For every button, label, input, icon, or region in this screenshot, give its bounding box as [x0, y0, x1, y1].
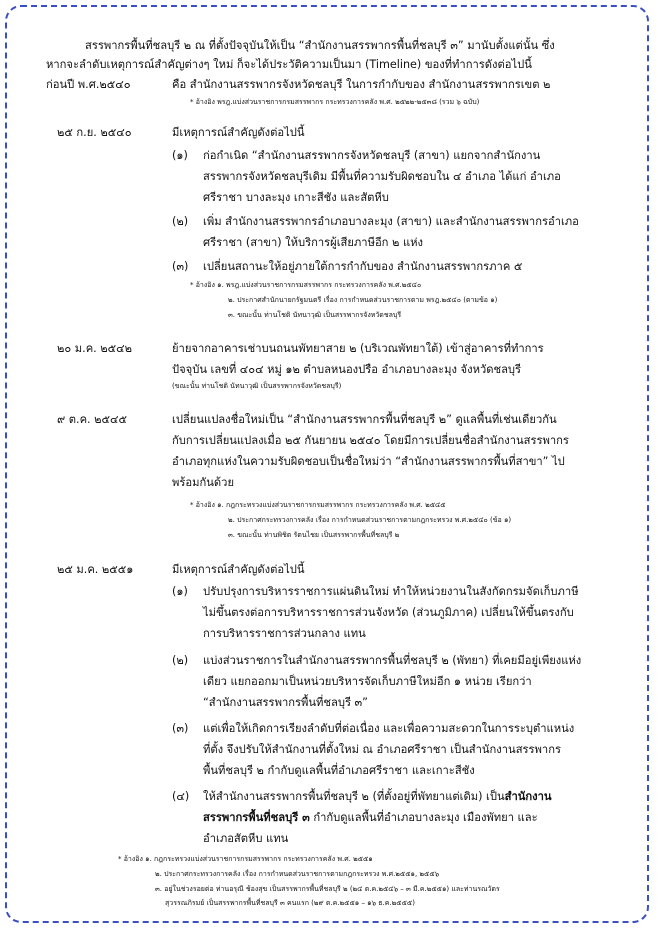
- item-text: ที่ตั้ง จึงปรับให้สำนักงานที่ตั้งใหม่ ณ อำเภอศรีราชา เป็นสำนักงานสรรพากร: [203, 743, 561, 756]
- item-number: (๒): [172, 654, 189, 667]
- reference-note: ๒. ประกาศกระทรวงการคลัง เรื่อง การกำหนดส่วนราชการตามกฎกระทรวง พ.ศ.๒๕๔๐ (ข้อ ๑): [228, 516, 512, 524]
- timeline-date: ๒๕ ก.ย. ๒๕๔๐: [57, 126, 132, 139]
- reference-note: * อ้างอิง ๑. พรฎ.แบ่งส่วนราชการกรมสรรพากร กระทรวงการคลัง พ.ศ.๒๕๔๐: [190, 281, 422, 289]
- timeline-date: ก่อนปี พ.ศ.๒๕๔๐: [46, 78, 131, 91]
- reference-note: ๓. ขณะนั้น ท่านพิชิต รัตนไชย เป็นสรรพากรพื้นที่ชลบุรี ๒: [228, 531, 400, 539]
- reference-note: ๓. อยู่ในช่วงรอยต่อ ท่านอรุณี ช้องสุข เป็นสรรพากรพื้นที่ชลบุรี ๒ (๒๔ ต.ค.๒๕๔๖ – ๓ มี.ค.๒๕๕๑) และท่านรณวัตร: [155, 885, 500, 893]
- item-text: [203, 811, 538, 825]
- item-number: (๓): [172, 722, 189, 735]
- item-text: ก่อกำเนิด “สำนักงานสรรพากรจังหวัดชลบุรี (สาขา) แยกจากสำนักงาน: [203, 149, 541, 162]
- reference-note: ๒. ประกาศสำนักนายกรัฐมนตรี เรื่อง การกำหนดส่วนราชการตาม พรฎ.๒๕๔๐ (ตามข้อ ๑): [228, 296, 498, 304]
- timeline-text: ปัจจุบัน เลขที่ ๔๐๔ หมู่ ๑๒ ตำบลหนองปรือ อำเภอบางละมุง จังหวัดชลบุรี: [172, 363, 522, 376]
- timeline-text: เปลี่ยนแปลงชื่อใหม่เป็น “สำนักงานสรรพากรพื้นที่ชลบุรี ๒” ดูแลพื้นที่เช่นเดียวกัน: [172, 413, 557, 426]
- timeline-text: กับการเปลี่ยนแปลงเมื่อ ๒๕ กันยายน ๒๕๔๐ โดยมีการเปลี่ยนชื่อสำนักงานสรรพากร: [172, 434, 569, 447]
- item-text-bold: สรรพากรพื้นที่ชลบุรี ๓: [203, 811, 310, 824]
- item-text-plain: ให้สำนักงานสรรพากรพื้นที่ชลบุรี ๒ (ที่ตั้งอยู่ที่พัทยาแต่เดิม) เป็น: [203, 790, 505, 803]
- item-text: ไม่ขึ้นตรงต่อการบริหารราชการส่วนจังหวัด (ส่วนภูมิภาค) เปลี่ยนให้ขึ้นตรงกับ: [203, 606, 574, 619]
- item-text: ศรีราชา บางละมุง เกาะสีชัง และสัตหีบ: [203, 191, 389, 204]
- reference-note: * อ้างอิง พรฎ.แบ่งส่วนราชการกรมสรรพากร กระทรวงการคลัง พ.ศ. ๒๕๒๒-๒๕๓๘ (รวม ๖ ฉบับ): [190, 98, 480, 106]
- intro-line: หากจะลำดับเหตุการณ์สำคัญต่างๆ ใหม่ ก็จะได้ประวัติความเป็นมา (Timeline) ของที่ทำการดังต่อไปนี้: [46, 58, 532, 71]
- timeline-text: อำเภอทุกแห่งในความรับผิดชอบเป็นชื่อใหม่ว่า “สำนักงานสรรพากรพื้นที่สาขา” ไป: [172, 455, 565, 468]
- item-text: ศรีราชา (สาขา) ให้บริการผู้เสียภาษีอีก ๒ แห่ง: [203, 236, 423, 249]
- reference-note: * อ้างอิง ๑. กฎกระทรวงแบ่งส่วนราชการกรมสรรพากร กระทรวงการคลัง พ.ศ. ๒๕๕๑: [118, 855, 373, 863]
- item-text: พื้นที่ชลบุรี ๒ กำกับดูแลพื้นที่อำเภอศรีราชา และเกาะสีชัง: [203, 764, 475, 777]
- item-text: สรรพากรจังหวัดชลบุรีเดิม มีพื้นที่ความรับผิดชอบใน ๔ อำเภอ ได้แก่ อำเภอ: [203, 170, 561, 183]
- reference-note: ๒. ประกาศกระทรวงการคลัง เรื่อง การกำหนดส่วนราชการตามกฎกระทรวง พ.ศ.๒๕๕๑, ๒๕๕๖: [155, 870, 440, 878]
- reference-note: (ขณะนั้น ท่านโชติ นัทนาวุฒิ เป็นสรรพากรจังหวัดชลบุรี): [172, 382, 342, 390]
- item-text: อำเภอสัตหีบ แทน: [203, 832, 289, 845]
- item-number: (๒): [172, 215, 189, 228]
- item-text: การบริหารราชการส่วนกลาง แทน: [203, 627, 366, 640]
- timeline-heading: มีเหตุการณ์สำคัญดังต่อไปนี้: [172, 126, 305, 139]
- item-text-plain: กำกับดูแลพื้นที่อำเภอบางละมุง เมืองพัทยา และ: [309, 811, 538, 824]
- item-text: แบ่งส่วนราชการในสำนักงานสรรพากรพื้นที่ชลบุรี ๒ (พัทยา) ที่เคยมีอยู่เพียงแห่ง: [203, 654, 582, 667]
- item-text: เพิ่ม สำนักงานสรรพากรอำเภอบางละมุง (สาขา) และสำนักงานสรรพากรอำเภอ: [203, 215, 579, 228]
- item-text: แต่เพื่อให้เกิดการเรียงลำดับที่ต่อเนื่อง และเพื่อความสะดวกในการระบุตำแหน่ง: [203, 722, 575, 735]
- timeline-date: ๙ ต.ค. ๒๕๔๕: [57, 413, 127, 426]
- item-number: (๔): [172, 790, 190, 803]
- item-text: “สำนักงานสรรพากรพื้นที่ชลบุรี ๓”: [203, 696, 368, 709]
- reference-note: * อ้างอิง ๑. กฎกระทรวงแบ่งส่วนราชการกรมสรรพากร กระทรวงการคลัง พ.ศ. ๒๕๔๕: [190, 501, 446, 509]
- reference-note: ๓. ขณะนั้น ท่านโชติ นัทนาวุฒิ เป็นสรรพากรจังหวัดชลบุรี: [228, 311, 402, 319]
- item-text: ปรับปรุงการบริหารราชการแผ่นดินใหม่ ทำให้หน่วยงานในสังกัดกรมจัดเก็บภาษี: [203, 585, 579, 598]
- item-text: เดียว แยกออกมาเป็นหน่วยบริหารจัดเก็บภาษีใหม่อีก ๑ หน่วย เรียกว่า: [203, 675, 532, 688]
- timeline-text: ย้ายจากอาคารเช่าบนถนนพัทยาสาย ๒ (บริเวณพัทยาใต้) เข้าสู่อาคารที่ทำการ: [172, 342, 544, 355]
- item-text: [203, 790, 552, 804]
- reference-note: สุวรรณภิรมย์ เป็นสรรพากรพื้นที่ชลบุรี ๓ คนแรก (๒๙ ต.ค.๒๕๕๑ – ๑๖ ธ.ค.๒๕๕๕): [165, 899, 415, 907]
- item-number: (๑): [172, 585, 188, 598]
- item-text-bold: สำนักงาน: [504, 790, 552, 803]
- timeline-text: คือ สำนักงานสรรพากรจังหวัดชลบุรี ในการกำกับของ สำนักงานสรรพากรเขต ๒: [172, 78, 551, 91]
- timeline-heading: มีเหตุการณ์สำคัญดังต่อไปนี้: [172, 563, 305, 576]
- timeline-date: ๒๐ ม.ค. ๒๕๔๒: [57, 342, 132, 355]
- item-text: เปลี่ยนสถานะให้อยู่ภายใต้การกำกับของ สำนักงานสรรพากรภาค ๕: [203, 260, 523, 273]
- timeline-date: ๒๕ ม.ค. ๒๕๕๑: [57, 563, 134, 576]
- timeline-text: พร้อมกันด้วย: [172, 476, 235, 489]
- intro-line: สรรพากรพื้นที่ชลบุรี ๒ ณ ที่ตั้งปัจจุบันให้เป็น “สำนักงานสรรพากรพื้นที่ชลบุรี ๓” มานับตั้งแต่นั้น ซึ่ง: [85, 39, 555, 52]
- item-number: (๓): [172, 260, 189, 273]
- item-number: (๑): [172, 149, 188, 162]
